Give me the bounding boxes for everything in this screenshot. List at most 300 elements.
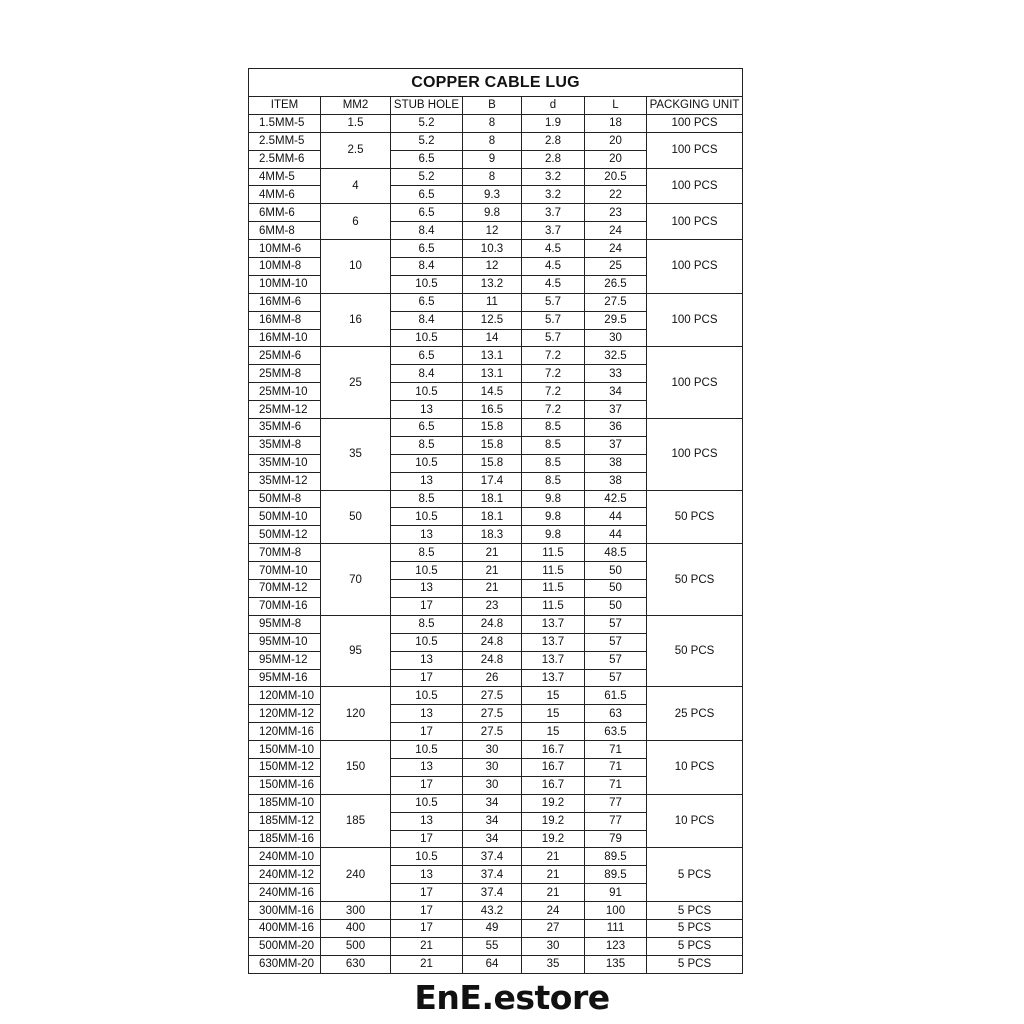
b-cell: 8 [463, 168, 522, 186]
item-cell: 120MM-12 [249, 705, 321, 723]
item-cell: 240MM-12 [249, 866, 321, 884]
packaging-unit-cell: 100 PCS [647, 347, 743, 419]
stub-hole-cell: 13 [391, 758, 463, 776]
b-cell: 21 [463, 544, 522, 562]
item-cell: 400MM-16 [249, 919, 321, 937]
packaging-unit-cell: 100 PCS [647, 419, 743, 491]
stub-hole-cell: 10.5 [391, 329, 463, 347]
packaging-unit-cell: 25 PCS [647, 687, 743, 741]
item-cell: 150MM-10 [249, 741, 321, 759]
b-cell: 12.5 [463, 311, 522, 329]
d-cell: 8.5 [522, 472, 585, 490]
b-cell: 8 [463, 132, 522, 150]
b-cell: 37.4 [463, 866, 522, 884]
mm2-cell: 185 [321, 794, 391, 848]
d-cell: 3.7 [522, 204, 585, 222]
packaging-unit-cell: 100 PCS [647, 132, 743, 168]
d-cell: 13.7 [522, 615, 585, 633]
b-cell: 15.8 [463, 436, 522, 454]
mm2-cell: 25 [321, 347, 391, 419]
b-cell: 9.8 [463, 204, 522, 222]
d-cell: 21 [522, 866, 585, 884]
stub-hole-cell: 17 [391, 669, 463, 687]
column-header-mm2: MM2 [321, 97, 391, 115]
stub-hole-cell: 10.5 [391, 741, 463, 759]
stub-hole-cell: 21 [391, 955, 463, 973]
mm2-cell: 120 [321, 687, 391, 741]
table-row [249, 490, 743, 508]
item-cell: 35MM-8 [249, 436, 321, 454]
packaging-unit-cell: 50 PCS [647, 615, 743, 687]
item-cell: 6MM-8 [249, 222, 321, 240]
d-cell: 27 [522, 919, 585, 937]
packaging-unit-cell: 50 PCS [647, 544, 743, 616]
l-cell: 38 [585, 472, 647, 490]
stub-hole-cell: 6.5 [391, 150, 463, 168]
item-cell: 35MM-12 [249, 472, 321, 490]
d-cell: 19.2 [522, 812, 585, 830]
b-cell: 14.5 [463, 383, 522, 401]
stub-hole-cell: 17 [391, 902, 463, 920]
d-cell: 16.7 [522, 776, 585, 794]
table-row [249, 132, 743, 150]
stub-hole-cell: 13 [391, 580, 463, 598]
stub-hole-cell: 10.5 [391, 454, 463, 472]
stub-hole-cell: 13 [391, 866, 463, 884]
l-cell: 22 [585, 186, 647, 204]
item-cell: 150MM-16 [249, 776, 321, 794]
b-cell: 9.3 [463, 186, 522, 204]
l-cell: 42.5 [585, 490, 647, 508]
table-row [249, 240, 743, 258]
l-cell: 29.5 [585, 311, 647, 329]
d-cell: 2.8 [522, 132, 585, 150]
d-cell: 3.2 [522, 186, 585, 204]
packaging-unit-cell: 50 PCS [647, 490, 743, 544]
l-cell: 23 [585, 204, 647, 222]
mm2-cell: 1.5 [321, 114, 391, 132]
stub-hole-cell: 6.5 [391, 347, 463, 365]
b-cell: 55 [463, 937, 522, 955]
table-row [249, 114, 743, 132]
l-cell: 77 [585, 794, 647, 812]
table-row [249, 347, 743, 365]
d-cell: 5.7 [522, 311, 585, 329]
b-cell: 9 [463, 150, 522, 168]
table-row [249, 937, 743, 955]
item-cell: 630MM-20 [249, 955, 321, 973]
item-cell: 95MM-12 [249, 651, 321, 669]
item-cell: 2.5MM-6 [249, 150, 321, 168]
item-cell: 95MM-10 [249, 633, 321, 651]
table-row [249, 293, 743, 311]
item-cell: 16MM-6 [249, 293, 321, 311]
d-cell: 3.7 [522, 222, 585, 240]
packaging-unit-cell: 10 PCS [647, 794, 743, 848]
l-cell: 123 [585, 937, 647, 955]
item-cell: 120MM-10 [249, 687, 321, 705]
table-row [249, 955, 743, 973]
b-cell: 18.1 [463, 508, 522, 526]
stub-hole-cell: 8.5 [391, 436, 463, 454]
stub-hole-cell: 10.5 [391, 848, 463, 866]
b-cell: 30 [463, 776, 522, 794]
d-cell: 30 [522, 937, 585, 955]
l-cell: 91 [585, 884, 647, 902]
l-cell: 61.5 [585, 687, 647, 705]
d-cell: 15 [522, 687, 585, 705]
b-cell: 34 [463, 794, 522, 812]
column-header-d: d [522, 97, 585, 115]
table-row [249, 902, 743, 920]
stub-hole-cell: 17 [391, 884, 463, 902]
b-cell: 15.8 [463, 419, 522, 437]
packaging-unit-cell: 100 PCS [647, 168, 743, 204]
d-cell: 11.5 [522, 562, 585, 580]
column-header-packaging-unit: PACKGING UNIT [647, 97, 743, 115]
mm2-cell: 240 [321, 848, 391, 902]
l-cell: 57 [585, 633, 647, 651]
mm2-cell: 70 [321, 544, 391, 616]
table-row [249, 848, 743, 866]
stub-hole-cell: 10.5 [391, 562, 463, 580]
mm2-cell: 16 [321, 293, 391, 347]
item-cell: 185MM-16 [249, 830, 321, 848]
stub-hole-cell: 8.4 [391, 365, 463, 383]
d-cell: 11.5 [522, 544, 585, 562]
d-cell: 13.7 [522, 669, 585, 687]
packaging-unit-cell: 100 PCS [647, 114, 743, 132]
l-cell: 44 [585, 526, 647, 544]
stub-hole-cell: 13 [391, 526, 463, 544]
stub-hole-cell: 13 [391, 651, 463, 669]
item-cell: 16MM-8 [249, 311, 321, 329]
item-cell: 120MM-16 [249, 723, 321, 741]
l-cell: 20 [585, 132, 647, 150]
stub-hole-cell: 8.4 [391, 311, 463, 329]
d-cell: 3.2 [522, 168, 585, 186]
item-cell: 240MM-16 [249, 884, 321, 902]
b-cell: 21 [463, 562, 522, 580]
l-cell: 71 [585, 776, 647, 794]
item-cell: 185MM-12 [249, 812, 321, 830]
item-cell: 35MM-6 [249, 419, 321, 437]
stub-hole-cell: 6.5 [391, 186, 463, 204]
table-row [249, 794, 743, 812]
column-header-item: ITEM [249, 97, 321, 115]
item-cell: 50MM-8 [249, 490, 321, 508]
table-row [249, 168, 743, 186]
b-cell: 64 [463, 955, 522, 973]
stub-hole-cell: 13 [391, 401, 463, 419]
d-cell: 11.5 [522, 597, 585, 615]
mm2-cell: 500 [321, 937, 391, 955]
packaging-unit-cell: 5 PCS [647, 919, 743, 937]
d-cell: 9.8 [522, 490, 585, 508]
d-cell: 7.2 [522, 347, 585, 365]
table-row [249, 741, 743, 759]
b-cell: 14 [463, 329, 522, 347]
b-cell: 27.5 [463, 705, 522, 723]
item-cell: 25MM-6 [249, 347, 321, 365]
l-cell: 100 [585, 902, 647, 920]
d-cell: 7.2 [522, 401, 585, 419]
stub-hole-cell: 5.2 [391, 114, 463, 132]
header-row [249, 97, 743, 115]
mm2-cell: 6 [321, 204, 391, 240]
packaging-unit-cell: 100 PCS [647, 293, 743, 347]
l-cell: 34 [585, 383, 647, 401]
l-cell: 20 [585, 150, 647, 168]
d-cell: 4.5 [522, 275, 585, 293]
item-cell: 300MM-16 [249, 902, 321, 920]
l-cell: 57 [585, 669, 647, 687]
d-cell: 19.2 [522, 830, 585, 848]
item-cell: 185MM-10 [249, 794, 321, 812]
l-cell: 25 [585, 258, 647, 276]
l-cell: 36 [585, 419, 647, 437]
l-cell: 50 [585, 597, 647, 615]
d-cell: 2.8 [522, 150, 585, 168]
item-cell: 25MM-8 [249, 365, 321, 383]
b-cell: 26 [463, 669, 522, 687]
l-cell: 57 [585, 651, 647, 669]
b-cell: 12 [463, 222, 522, 240]
l-cell: 71 [585, 741, 647, 759]
l-cell: 63.5 [585, 723, 647, 741]
mm2-cell: 2.5 [321, 132, 391, 168]
column-header-b: B [463, 97, 522, 115]
b-cell: 12 [463, 258, 522, 276]
stub-hole-cell: 5.2 [391, 132, 463, 150]
d-cell: 11.5 [522, 580, 585, 598]
d-cell: 13.7 [522, 633, 585, 651]
packaging-unit-cell: 5 PCS [647, 937, 743, 955]
item-cell: 4MM-5 [249, 168, 321, 186]
b-cell: 24.8 [463, 633, 522, 651]
stub-hole-cell: 21 [391, 937, 463, 955]
b-cell: 21 [463, 580, 522, 598]
stub-hole-cell: 5.2 [391, 168, 463, 186]
stub-hole-cell: 10.5 [391, 633, 463, 651]
l-cell: 44 [585, 508, 647, 526]
d-cell: 15 [522, 723, 585, 741]
item-cell: 10MM-6 [249, 240, 321, 258]
packaging-unit-cell: 5 PCS [647, 902, 743, 920]
b-cell: 49 [463, 919, 522, 937]
table-row [249, 615, 743, 633]
l-cell: 50 [585, 580, 647, 598]
l-cell: 111 [585, 919, 647, 937]
l-cell: 27.5 [585, 293, 647, 311]
stub-hole-cell: 13 [391, 472, 463, 490]
d-cell: 4.5 [522, 258, 585, 276]
l-cell: 26.5 [585, 275, 647, 293]
l-cell: 48.5 [585, 544, 647, 562]
mm2-cell: 630 [321, 955, 391, 973]
l-cell: 24 [585, 222, 647, 240]
table-row [249, 919, 743, 937]
d-cell: 7.2 [522, 365, 585, 383]
d-cell: 21 [522, 848, 585, 866]
column-header-l: L [585, 97, 647, 115]
item-cell: 70MM-12 [249, 580, 321, 598]
item-cell: 95MM-16 [249, 669, 321, 687]
stub-hole-cell: 13 [391, 812, 463, 830]
d-cell: 35 [522, 955, 585, 973]
b-cell: 24.8 [463, 615, 522, 633]
b-cell: 10.3 [463, 240, 522, 258]
d-cell: 13.7 [522, 651, 585, 669]
b-cell: 30 [463, 758, 522, 776]
item-cell: 50MM-10 [249, 508, 321, 526]
stub-hole-cell: 8.4 [391, 258, 463, 276]
d-cell: 9.8 [522, 508, 585, 526]
table-row [249, 544, 743, 562]
b-cell: 15.8 [463, 454, 522, 472]
stub-hole-cell: 6.5 [391, 419, 463, 437]
item-cell: 70MM-16 [249, 597, 321, 615]
cable-lug-table [248, 68, 743, 974]
packaging-unit-cell: 5 PCS [647, 955, 743, 973]
stub-hole-cell: 10.5 [391, 383, 463, 401]
item-cell: 70MM-8 [249, 544, 321, 562]
item-cell: 95MM-8 [249, 615, 321, 633]
stub-hole-cell: 17 [391, 776, 463, 794]
b-cell: 24.8 [463, 651, 522, 669]
b-cell: 13.1 [463, 365, 522, 383]
stub-hole-cell: 8.5 [391, 615, 463, 633]
d-cell: 16.7 [522, 758, 585, 776]
stub-hole-cell: 10.5 [391, 687, 463, 705]
d-cell: 7.2 [522, 383, 585, 401]
stub-hole-cell: 6.5 [391, 240, 463, 258]
item-cell: 500MM-20 [249, 937, 321, 955]
l-cell: 18 [585, 114, 647, 132]
b-cell: 27.5 [463, 687, 522, 705]
d-cell: 1.9 [522, 114, 585, 132]
b-cell: 27.5 [463, 723, 522, 741]
l-cell: 63 [585, 705, 647, 723]
b-cell: 13.2 [463, 275, 522, 293]
b-cell: 37.4 [463, 884, 522, 902]
mm2-cell: 400 [321, 919, 391, 937]
b-cell: 34 [463, 830, 522, 848]
d-cell: 8.5 [522, 419, 585, 437]
column-header-stub-hole: STUB HOLE [391, 97, 463, 115]
table-row [249, 204, 743, 222]
b-cell: 8 [463, 114, 522, 132]
b-cell: 17.4 [463, 472, 522, 490]
b-cell: 18.1 [463, 490, 522, 508]
l-cell: 71 [585, 758, 647, 776]
l-cell: 57 [585, 615, 647, 633]
l-cell: 38 [585, 454, 647, 472]
stub-hole-cell: 10.5 [391, 508, 463, 526]
packaging-unit-cell: 10 PCS [647, 741, 743, 795]
item-cell: 2.5MM-5 [249, 132, 321, 150]
l-cell: 20.5 [585, 168, 647, 186]
d-cell: 19.2 [522, 794, 585, 812]
packaging-unit-cell: 100 PCS [647, 240, 743, 294]
stub-hole-cell: 17 [391, 597, 463, 615]
stub-hole-cell: 17 [391, 723, 463, 741]
stub-hole-cell: 6.5 [391, 204, 463, 222]
b-cell: 34 [463, 812, 522, 830]
b-cell: 13.1 [463, 347, 522, 365]
packaging-unit-cell: 100 PCS [647, 204, 743, 240]
mm2-cell: 10 [321, 240, 391, 294]
d-cell: 9.8 [522, 526, 585, 544]
d-cell: 15 [522, 705, 585, 723]
stub-hole-cell: 10.5 [391, 794, 463, 812]
l-cell: 135 [585, 955, 647, 973]
item-cell: 10MM-8 [249, 258, 321, 276]
item-cell: 25MM-10 [249, 383, 321, 401]
l-cell: 77 [585, 812, 647, 830]
item-cell: 25MM-12 [249, 401, 321, 419]
l-cell: 89.5 [585, 866, 647, 884]
l-cell: 79 [585, 830, 647, 848]
l-cell: 30 [585, 329, 647, 347]
item-cell: 35MM-10 [249, 454, 321, 472]
spec-sheet [248, 68, 742, 974]
b-cell: 30 [463, 741, 522, 759]
l-cell: 89.5 [585, 848, 647, 866]
stub-hole-cell: 8.5 [391, 490, 463, 508]
mm2-cell: 50 [321, 490, 391, 544]
item-cell: 240MM-10 [249, 848, 321, 866]
table-title: COPPER CABLE LUG [249, 69, 743, 97]
stub-hole-cell: 17 [391, 919, 463, 937]
d-cell: 21 [522, 884, 585, 902]
mm2-cell: 4 [321, 168, 391, 204]
item-cell: 16MM-10 [249, 329, 321, 347]
item-cell: 70MM-10 [249, 562, 321, 580]
b-cell: 43.2 [463, 902, 522, 920]
l-cell: 33 [585, 365, 647, 383]
stub-hole-cell: 8.5 [391, 544, 463, 562]
table-body [249, 114, 743, 973]
table-row [249, 419, 743, 437]
d-cell: 4.5 [522, 240, 585, 258]
d-cell: 5.7 [522, 293, 585, 311]
store-watermark: EnE.estore [414, 978, 610, 1017]
stub-hole-cell: 8.4 [391, 222, 463, 240]
item-cell: 150MM-12 [249, 758, 321, 776]
item-cell: 1.5MM-5 [249, 114, 321, 132]
l-cell: 24 [585, 240, 647, 258]
stub-hole-cell: 17 [391, 830, 463, 848]
l-cell: 37 [585, 436, 647, 454]
stub-hole-cell: 6.5 [391, 293, 463, 311]
b-cell: 16.5 [463, 401, 522, 419]
l-cell: 50 [585, 562, 647, 580]
table-row [249, 687, 743, 705]
d-cell: 24 [522, 902, 585, 920]
b-cell: 11 [463, 293, 522, 311]
title-row [249, 69, 743, 97]
item-cell: 4MM-6 [249, 186, 321, 204]
mm2-cell: 35 [321, 419, 391, 491]
item-cell: 10MM-10 [249, 275, 321, 293]
l-cell: 32.5 [585, 347, 647, 365]
item-cell: 6MM-6 [249, 204, 321, 222]
mm2-cell: 300 [321, 902, 391, 920]
d-cell: 5.7 [522, 329, 585, 347]
item-cell: 50MM-12 [249, 526, 321, 544]
stub-hole-cell: 10.5 [391, 275, 463, 293]
